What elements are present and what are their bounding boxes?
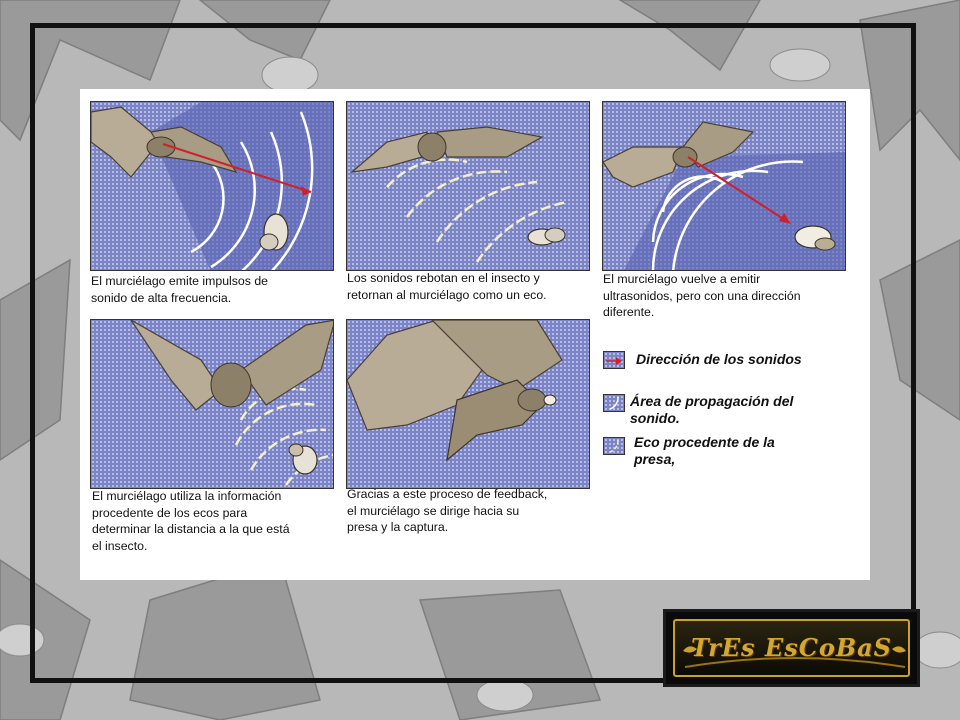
panel-2-echo — [346, 101, 590, 271]
caption-panel-5: Gracias a este proceso de feedback, el murciélago se dirige hacia su presa y la captura. — [347, 487, 548, 534]
logo-text: TrEs EsCoBaS — [691, 633, 892, 662]
bat-icon — [131, 320, 334, 410]
echo-waves — [236, 389, 334, 485]
caption-panel-2: Los sonidos rebotan en el insecto y retornan al murciélago como un eco. — [347, 271, 547, 302]
legend-echo-label: Eco procedente de la presa, — [634, 434, 775, 467]
echo-waves — [387, 160, 567, 262]
panel-5-capture — [346, 319, 590, 489]
legend-direction-icon — [603, 351, 625, 369]
legend-area-label: Área de propagación del sonido. — [630, 393, 794, 426]
echolocation-diagram — [80, 89, 870, 580]
insect-icon — [289, 444, 317, 474]
panel-3-new-direction — [602, 101, 846, 271]
caption-panel-1: El murciélago emite impulsos de sonido de alta frecuencia. — [91, 274, 269, 305]
caption-panel-4: El murciélago utiliza la información procedente de los ecos para determinar la distancia a la que está el insecto. — [92, 489, 290, 553]
panel-4-distance — [90, 319, 334, 489]
bat-icon — [352, 127, 542, 172]
legend-echo-icon — [603, 437, 625, 455]
legend-area-icon — [603, 394, 625, 412]
bat-icon — [347, 320, 562, 460]
legend-direction-label: Dirección de los sonidos — [636, 351, 802, 367]
panel-1-emission — [90, 101, 334, 271]
insect-icon — [528, 228, 565, 245]
insect-icon — [544, 395, 556, 405]
caption-panel-3: El murciélago vuelve a emitir ultrasonidos, pero con una dirección diferente. — [603, 272, 801, 319]
tres-escobas-logo — [663, 609, 920, 687]
